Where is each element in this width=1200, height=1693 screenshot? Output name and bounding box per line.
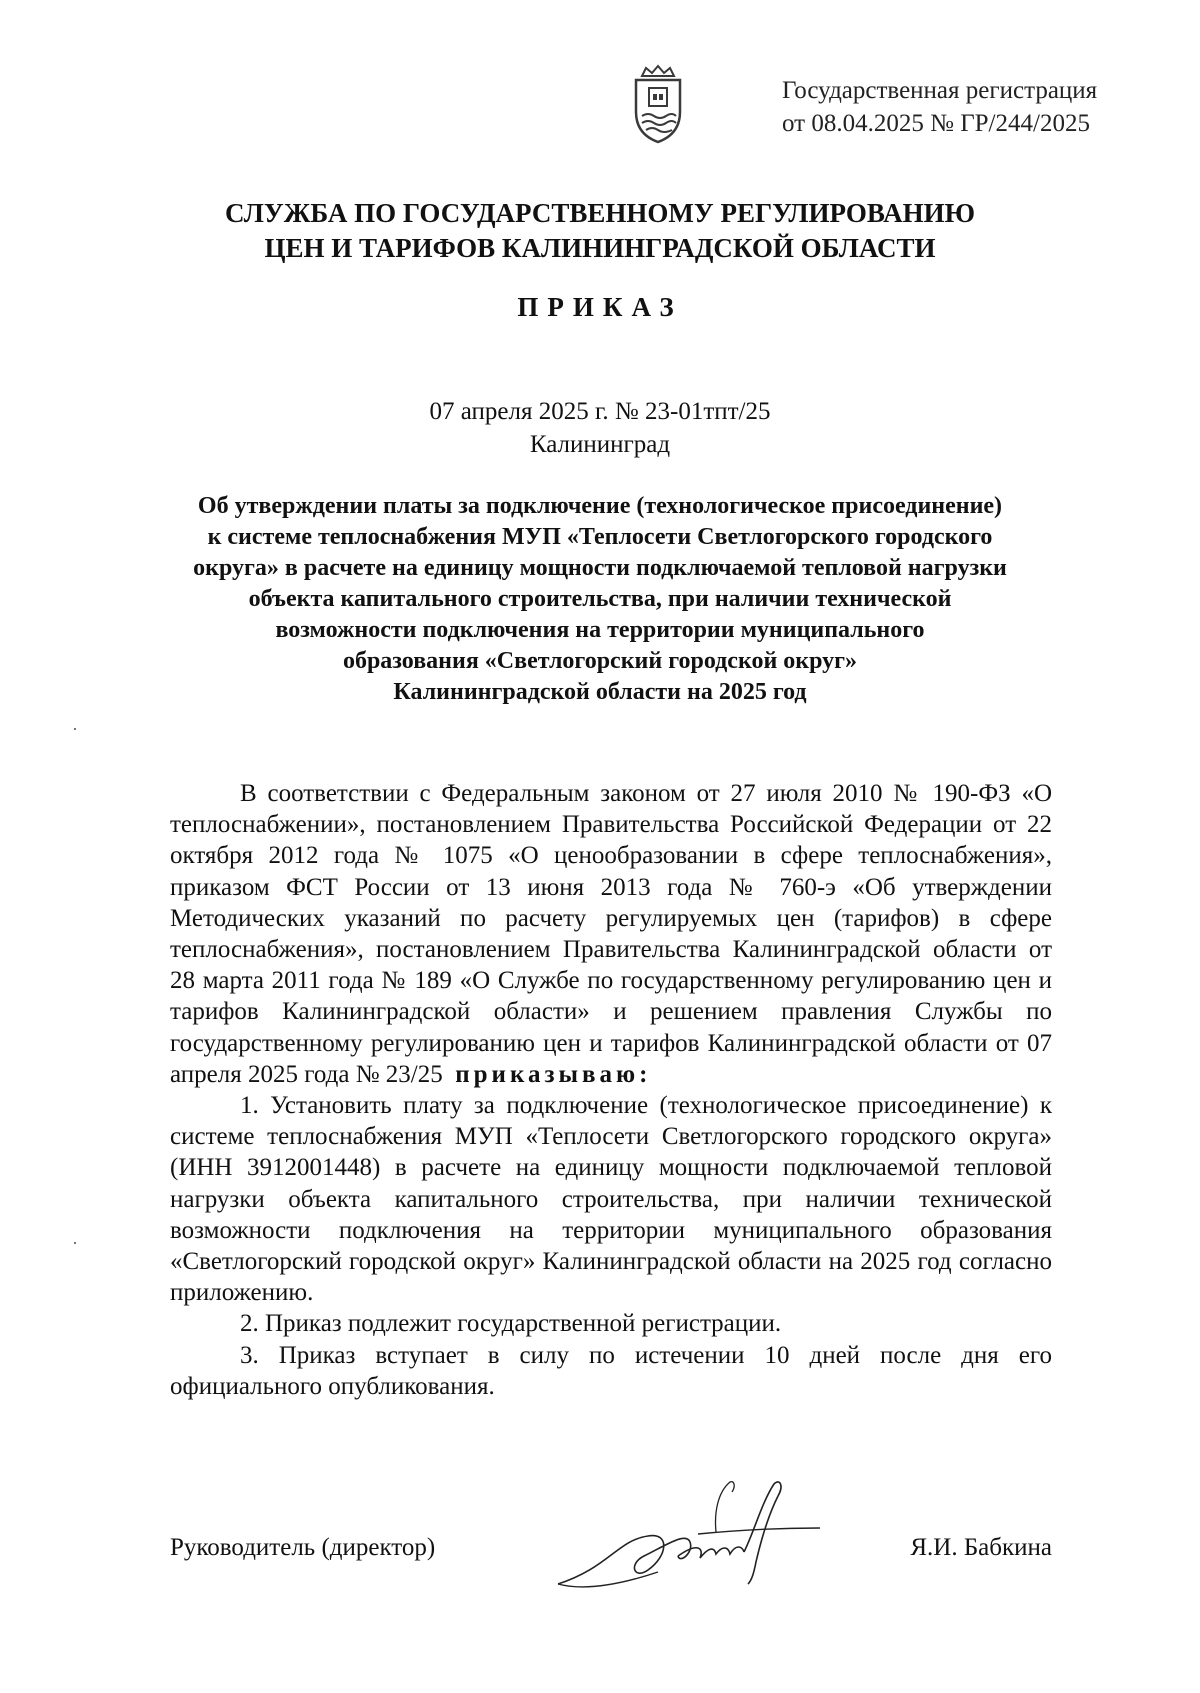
order-item-2: 2. Приказ подлежит государственной регистрации. <box>240 1310 782 1338</box>
registration-block <box>782 74 1097 140</box>
scan-artifact <box>74 728 76 730</box>
signatory-name: Я.И. Бабкина <box>910 1534 1052 1561</box>
order-item-1: 1. Установить плату за подключение (технологическое присоединение) к системе теплоснабжения МУП «Теплосети Светлогорского городского округа» (ИНН 3912001448) в расчете на единицу мощности подключаемой тепловой нагрузки объекта капитального строительства, при наличии технической возможности подключения на территории муниципального образования «Светлогорский городской округ» Калининградской области на 2025 год согласно приложению. <box>170 1092 1052 1307</box>
document-subject <box>150 491 1050 708</box>
preamble-text: В соответствии с Федеральным законом от 27 июля 2010 № 190-ФЗ «О теплоснабжении», постановлением Правительства Российской Федерации от 22 октября 2012 года № 1075 «О ценообразовании в сфере теплоснабжения», приказом ФСТ России от 13 июня 2013 года № 760-э «Об утверждении Методических указаний по расчету регулируемых цен (тарифов) в сфере теплоснабжения», постановлением Правительства Калининградской области от 28 марта 2011 года № 189 «О Службе по государственному регулированию цен и тарифов Калининградской области» и решением правления Службы по государственному регулированию цен и тарифов Калининградской области от 07 апреля 2025 года № 23/25 <box>170 780 1052 1088</box>
signature-icon <box>548 1472 828 1602</box>
signatory-position: Руководитель (директор) <box>170 1534 436 1561</box>
coat-of-arms-icon <box>628 64 688 144</box>
organization-line-1: СЛУЖБА ПО ГОСУДАРСТВЕННОМУ РЕГУЛИРОВАНИЮ <box>224 198 976 228</box>
preamble-paragraph <box>170 778 1052 1090</box>
subject-line: возможности подключения на территории муниципального <box>275 617 925 643</box>
order-item-3: 3. Приказ вступает в силу по истечении 10 дней после дня его официального опубликования. <box>170 1341 1052 1400</box>
registration-line-2: от 08.04.2025 № ГР/244/2025 <box>782 110 1090 137</box>
order-word: приказываю: <box>455 1060 652 1088</box>
subject-line: образования «Светлогорский городской округ» <box>342 648 858 674</box>
organization-line-2: ЦЕН И ТАРИФОВ КАЛИНИНГРАДСКОЙ ОБЛАСТИ <box>264 233 936 263</box>
subject-line: объекта капитального строительства, при наличии технической <box>248 586 952 612</box>
document-body <box>170 778 1052 1402</box>
subject-line: Калининградской области на 2025 год <box>393 679 807 705</box>
subject-line: Об утверждении платы за подключение (технологическое присоединение) <box>197 493 1003 519</box>
scan-artifact <box>74 1242 76 1244</box>
subject-line: округа» в расчете на единицу мощности подключаемой тепловой нагрузки <box>193 555 1007 581</box>
document-type: ПРИКАЗ <box>517 292 683 322</box>
document-meta <box>0 395 1200 461</box>
organization-name <box>0 196 1200 266</box>
city: Калининград <box>529 431 671 458</box>
subject-line: к системе теплоснабжения МУП «Теплосети Светлогорского городского <box>207 524 993 550</box>
registration-line-1: Государственная регистрация <box>782 77 1098 104</box>
date-number: 07 апреля 2025 г. № 23-01тпт/25 <box>429 398 771 425</box>
